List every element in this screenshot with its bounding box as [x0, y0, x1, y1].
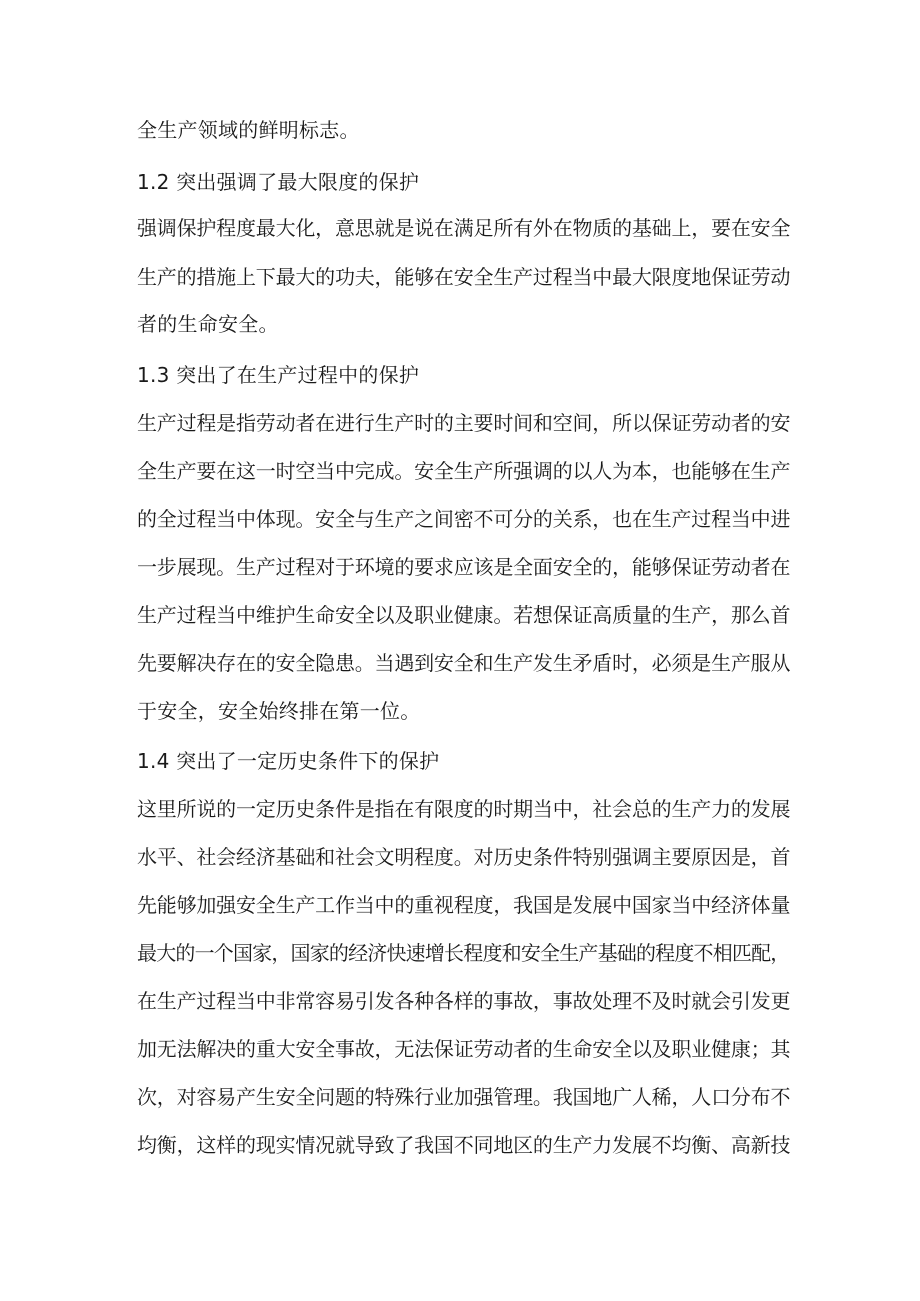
- text-line: 水平、社会经济基础和社会文明程度。对历史条件特别强调主要原因是，首: [137, 845, 791, 869]
- text-line: 均衡，这样的现实情况就导致了我国不同地区的生产力发展不均衡、高新技: [137, 1133, 791, 1157]
- section-heading-1-2: 1.2 突出强调了最大限度的保护: [137, 170, 420, 194]
- text-line: 全生产要在这一时空当中完成。安全生产所强调的以人为本，也能够在生产: [137, 459, 791, 483]
- text-line: 一步展现。生产过程对于环境的要求应该是全面安全的，能够保证劳动者在: [137, 555, 791, 579]
- text-line: 者的生命安全。: [137, 312, 279, 336]
- text-line: 先要解决存在的安全隐患。当遇到安全和生产发生矛盾时，必须是生产服从: [137, 651, 791, 675]
- text-line: 次，对容易产生安全问题的特殊行业加强管理。我国地广人稀，人口分布不: [137, 1085, 791, 1109]
- text-line: 生产的措施上下最大的功夫，能够在安全生产过程当中最大限度地保证劳动: [137, 265, 791, 289]
- text-line: 这里所说的一定历史条件是指在有限度的时期当中，社会总的生产力的发展: [137, 797, 791, 821]
- text-line: 生产过程是指劳动者在进行生产时的主要时间和空间，所以保证劳动者的安: [137, 411, 791, 435]
- text-line: 在生产过程当中非常容易引发各种各样的事故，事故处理不及时就会引发更: [137, 989, 791, 1013]
- text-line: 强调保护程度最大化，意思就是说在满足所有外在物质的基础上，要在安全: [137, 216, 791, 240]
- text-line: 加无法解决的重大安全事故，无法保证劳动者的生命安全以及职业健康；其: [137, 1037, 791, 1061]
- text-line: 的全过程当中体现。安全与生产之间密不可分的关系，也在生产过程当中进: [137, 507, 791, 531]
- text-line: 生产过程当中维护生命安全以及职业健康。若想保证高质量的生产，那么首: [137, 603, 791, 627]
- text-line: 最大的一个国家，国家的经济快速增长程度和安全生产基础的程度不相匹配，: [137, 941, 790, 965]
- text-line: 全生产领域的鲜明标志。: [137, 118, 360, 142]
- text-line: 先能够加强安全生产工作当中的重视程度，我国是发展中国家当中经济体量: [137, 893, 791, 917]
- section-heading-1-4: 1.4 突出了一定历史条件下的保护: [137, 749, 440, 773]
- section-heading-1-3: 1.3 突出了在生产过程中的保护: [137, 363, 420, 387]
- text-line: 于安全，安全始终排在第一位。: [137, 699, 421, 723]
